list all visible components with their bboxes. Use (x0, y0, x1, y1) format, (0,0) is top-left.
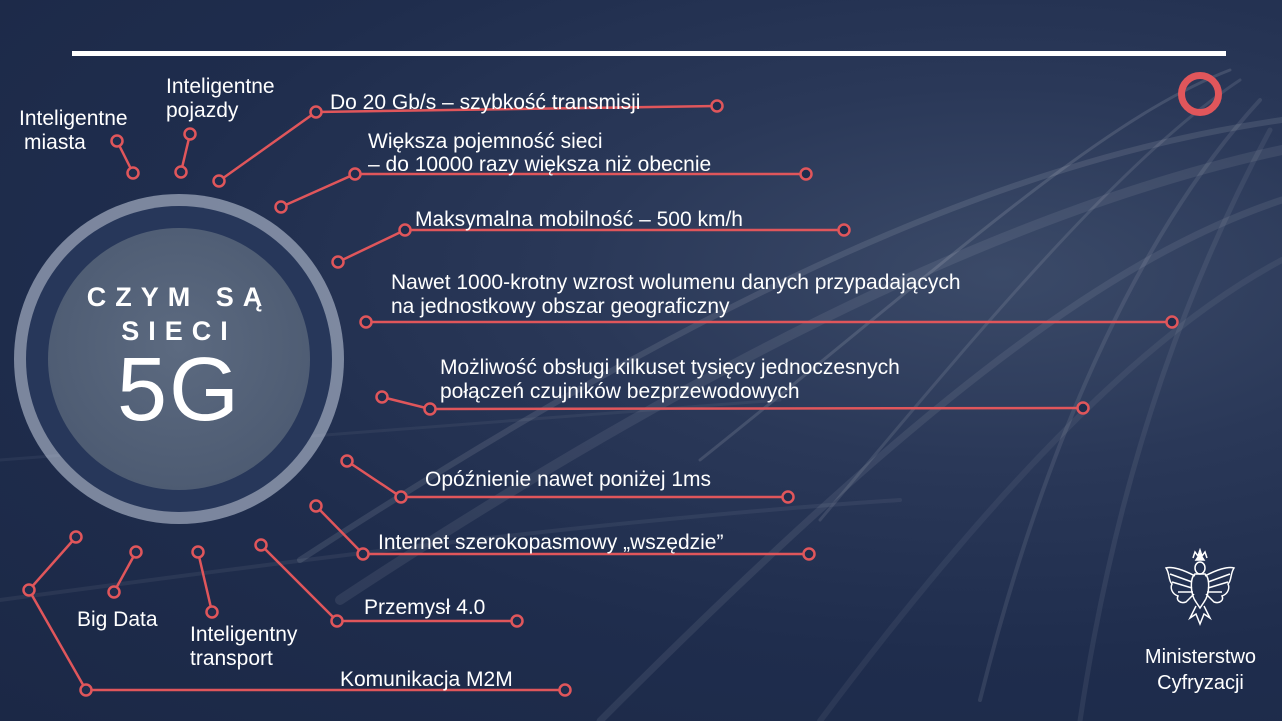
feature-broadband-node-0 (311, 501, 322, 512)
feature-volume-line2: na jednostkowy obszar geograficzny (391, 295, 730, 318)
app-cities-node-0 (112, 136, 123, 147)
feature-broadband: Internet szerokopasmowy „wszędzie” (378, 531, 724, 554)
feature-speed-node-2 (712, 101, 723, 112)
feature-latency-node-0 (342, 456, 353, 467)
feature-latency-node-1 (396, 492, 407, 503)
feature-sensors-node-1 (425, 404, 436, 415)
hub-title-line2: SIECI (121, 316, 237, 346)
feature-m2m-node-3 (560, 685, 571, 696)
feature-industry-node-1 (332, 616, 343, 627)
ministry-line2: Cyfryzacji (1157, 672, 1244, 694)
app-bigdata-node-1 (109, 587, 120, 598)
feature-m2m-node-0 (71, 532, 82, 543)
hub-title-line1: CZYM SĄ (86, 282, 272, 312)
feature-capacity-connector (281, 174, 806, 207)
feature-broadband-node-2 (804, 549, 815, 560)
feature-mobility-connector (338, 230, 844, 262)
feature-speed-node-1 (311, 107, 322, 118)
feature-sensors-node-0 (377, 392, 388, 403)
feature-speed: Do 20 Gb/s – szybkość transmisji (330, 91, 641, 114)
app-transport-line2: transport (190, 647, 273, 670)
app-transport-node-1 (207, 607, 218, 618)
app-bigdata: Big Data (77, 608, 158, 631)
feature-volume-node-1 (1167, 317, 1178, 328)
app-vehicles-line1: Inteligentne (166, 75, 275, 98)
feature-mobility-node-1 (400, 225, 411, 236)
feature-mobility: Maksymalna mobilność – 500 km/h (415, 208, 743, 231)
feature-sensors-line1: Możliwość obsługi kilkuset tysięcy jednoczesnych (440, 356, 900, 379)
app-vehicles-node-0 (185, 129, 196, 140)
app-bigdata-node-0 (131, 547, 142, 558)
eagle-emblem (1162, 548, 1238, 628)
feature-capacity-node-0 (276, 202, 287, 213)
app-cities-line2: miasta (24, 131, 86, 154)
feature-capacity-node-1 (350, 169, 361, 180)
feature-capacity-line1: Większa pojemność sieci (368, 130, 603, 153)
feature-m2m-node-1 (24, 585, 35, 596)
feature-m2m-node-2 (81, 685, 92, 696)
feature-mobility-node-0 (333, 257, 344, 268)
feature-capacity-node-2 (801, 169, 812, 180)
app-transport-line1: Inteligentny (190, 623, 298, 646)
feature-latency: Opóźnienie nawet poniżej 1ms (425, 468, 712, 491)
app-transport-connector (198, 552, 212, 612)
ministry-line1: Ministerstwo (1144, 646, 1257, 668)
feature-latency-node-2 (783, 492, 794, 503)
feature-volume-node-0 (361, 317, 372, 328)
feature-broadband-node-1 (358, 549, 369, 560)
feature-sensors-node-2 (1078, 403, 1089, 414)
hub-5g: 5G (116, 340, 242, 440)
app-transport-node-0 (193, 547, 204, 558)
feature-speed-node-0 (214, 176, 225, 187)
app-vehicles-line2: pojazdy (166, 99, 239, 122)
app-bigdata-connector (114, 552, 136, 592)
feature-mobility-node-2 (839, 225, 850, 236)
feature-industry: Przemysł 4.0 (364, 596, 486, 619)
feature-volume-line1: Nawet 1000-krotny wzrost wolumenu danych przypadających (391, 271, 961, 294)
app-cities-node-1 (128, 168, 139, 179)
ministry-logo-text (1128, 644, 1273, 696)
feature-sensors-line2: połączeń czujników bezprzewodowych (440, 380, 800, 403)
feature-industry-node-2 (512, 616, 523, 627)
app-vehicles-node-1 (176, 167, 187, 178)
feature-m2m: Komunikacja M2M (340, 668, 513, 691)
app-cities-line1: Inteligentne (19, 107, 128, 130)
feature-capacity-line2: – do 10000 razy większa niż obecnie (368, 153, 712, 176)
feature-industry-node-0 (256, 540, 267, 551)
